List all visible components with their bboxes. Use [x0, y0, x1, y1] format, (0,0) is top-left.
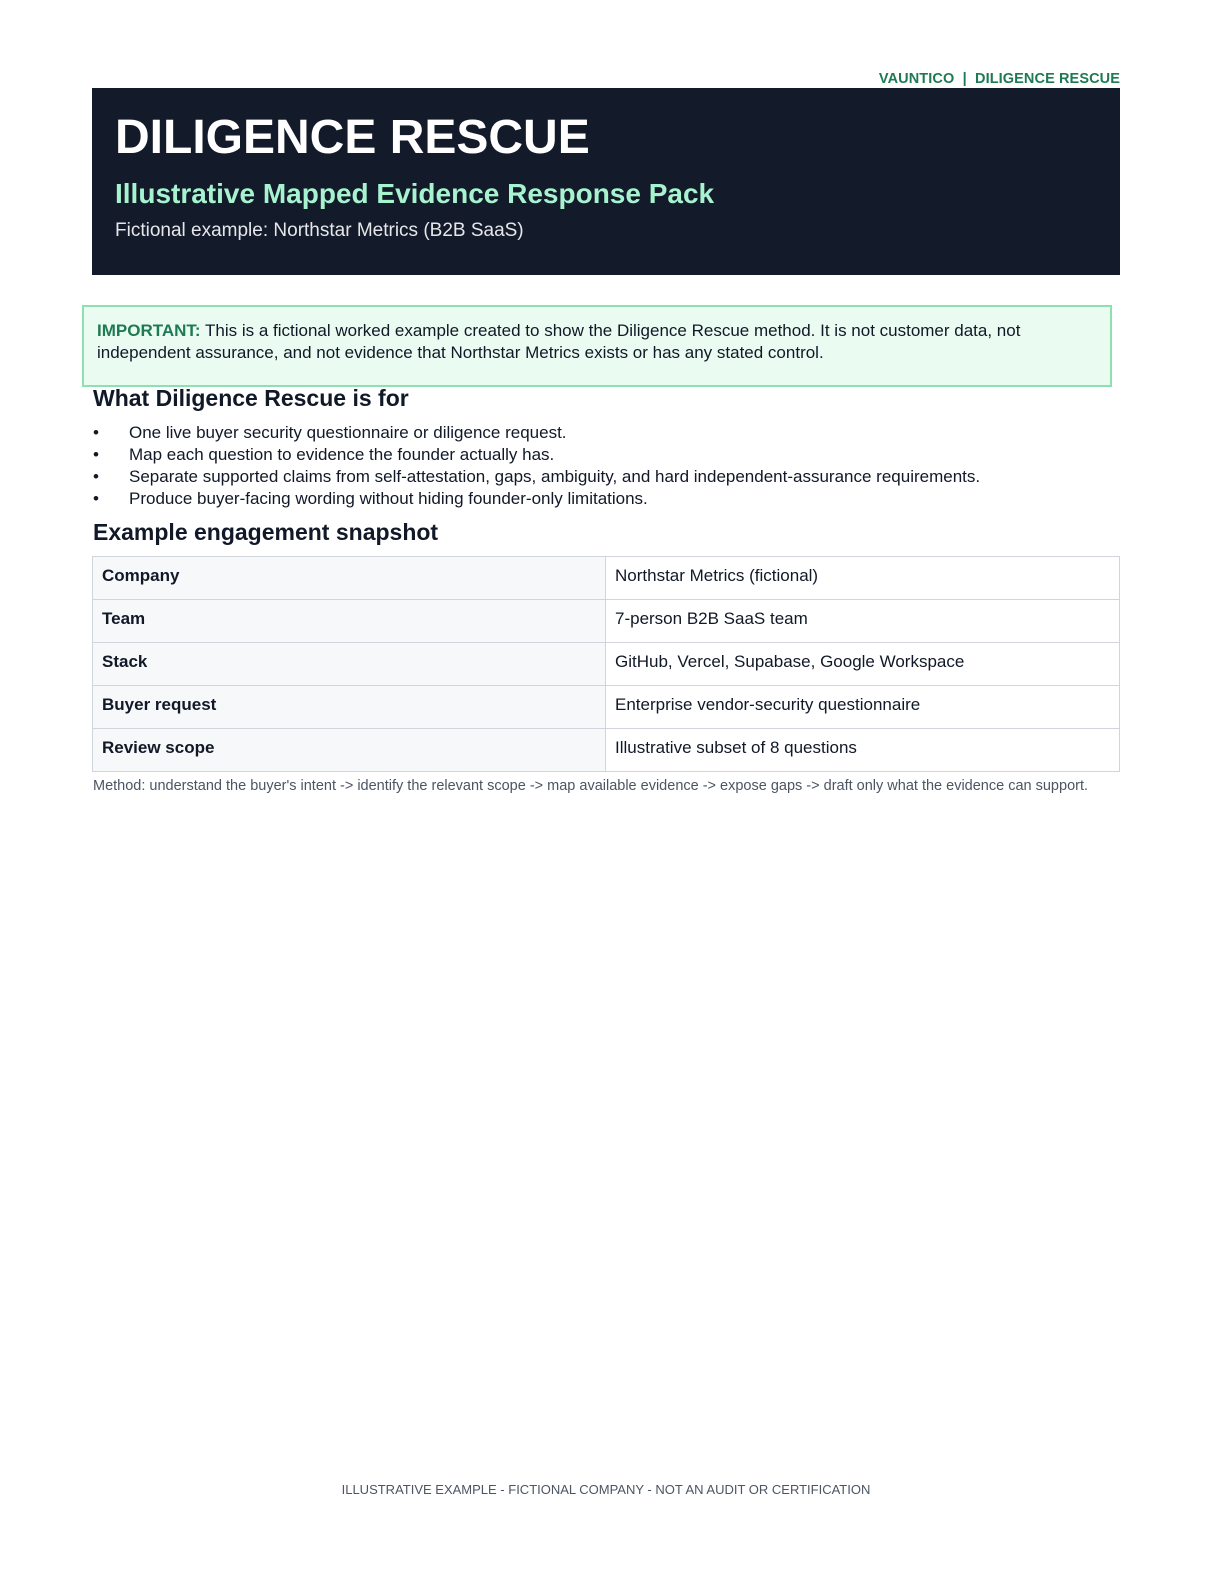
table-row [93, 729, 1120, 772]
row-value: GitHub, Vercel, Supabase, Google Workspace [606, 643, 1120, 686]
row-key: Stack [93, 643, 606, 686]
row-key: Review scope [93, 729, 606, 772]
table-row [93, 600, 1120, 643]
important-notice [82, 305, 1112, 387]
bullet-icon: • [93, 423, 99, 442]
method-note: Method: understand the buyer's intent -> identify the relevant scope -> map available evidence -> expose gaps -> draft only what the evidence can support. [93, 778, 1089, 794]
table-row [93, 643, 1120, 686]
row-value: 7-person B2B SaaS team [606, 600, 1120, 643]
bullet-icon: • [93, 445, 99, 464]
row-value: Northstar Metrics (fictional) [606, 557, 1120, 600]
document-title: DILIGENCE RESCUE [115, 111, 590, 164]
header-brand: VAUNTICO | DILIGENCE RESCUE [878, 71, 1120, 87]
row-key: Buyer request [93, 686, 606, 729]
snapshot-heading: Example engagement snapshot [93, 519, 439, 545]
table-row [93, 557, 1120, 600]
important-text: This is a fictional worked example created to show the Diligence Rescue method. It is not customer data, not independent assurance, and not evidence that Northstar Metrics exists or has any stated control. [97, 321, 1021, 362]
purpose-item-text: Separate supported claims from self-attestation, gaps, ambiguity, and hard independent-assurance requirements. [129, 467, 981, 486]
purpose-item-text: Map each question to evidence the founder actually has. [129, 445, 555, 464]
important-label: IMPORTANT: [97, 321, 201, 340]
purpose-list-item [93, 422, 980, 444]
purpose-list-item [93, 444, 980, 466]
purpose-list-item [93, 488, 980, 510]
bullet-icon: • [93, 467, 99, 486]
purpose-heading: What Diligence Rescue is for [93, 385, 409, 411]
table-row [93, 686, 1120, 729]
row-value: Illustrative subset of 8 questions [606, 729, 1120, 772]
page-footer: ILLUSTRATIVE EXAMPLE - FICTIONAL COMPANY - NOT AN AUDIT OR CERTIFICATION [341, 1482, 871, 1497]
example-caption: Fictional example: Northstar Metrics (B2B SaaS) [115, 220, 524, 241]
purpose-list-item [93, 466, 980, 488]
row-value: Enterprise vendor-security questionnaire [606, 686, 1120, 729]
purpose-list [93, 422, 980, 510]
snapshot-table [92, 556, 1120, 772]
bullet-icon: • [93, 489, 99, 508]
row-key: Team [93, 600, 606, 643]
purpose-item-text: Produce buyer-facing wording without hiding founder-only limitations. [129, 489, 648, 508]
purpose-item-text: One live buyer security questionnaire or diligence request. [129, 423, 567, 442]
row-key: Company [93, 557, 606, 600]
document-subtitle: Illustrative Mapped Evidence Response Pack [115, 178, 715, 209]
title-banner [92, 88, 1120, 275]
